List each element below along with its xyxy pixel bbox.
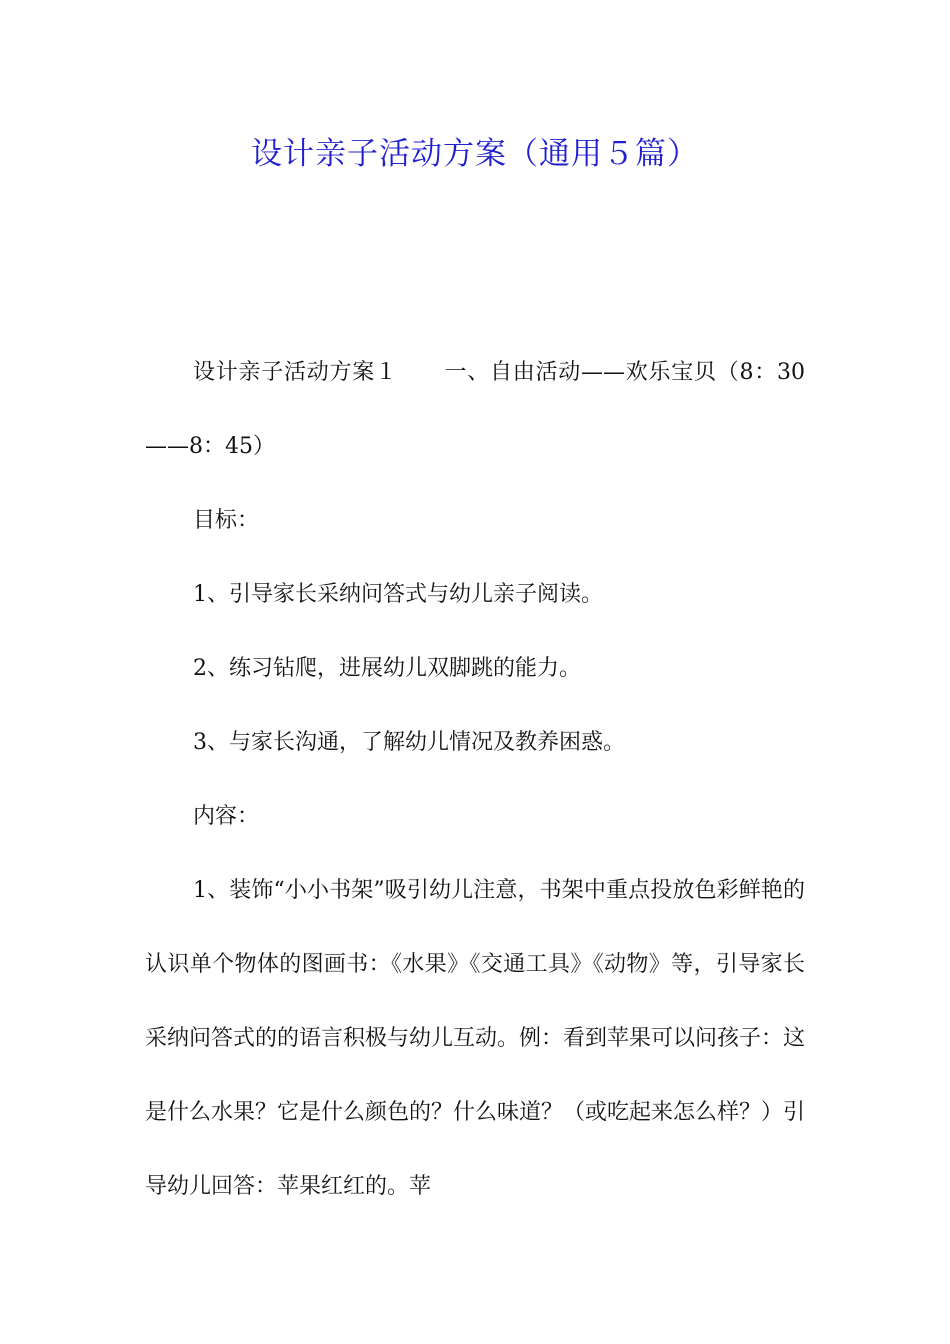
paragraph-text: 一、自由活动——欢乐宝贝（8：30——8：45） [145,360,805,459]
paragraph-goal-3: 3、与家长沟通，了解幼儿情况及教养困惑。 [193,730,625,755]
document-title: 设计亲子活动方案（通用５篇） [251,136,699,172]
paragraph-content-1: 1、装饰“小小书架”吸引幼儿注意，书架中重点投放色彩鲜艳的认识单个物体的图画书：《水果》《交通工具》《动物》等，引导家长采纳问答式的的语言积极与幼儿互动。例：看到苹果可以问孩子：这是什么水果？它是什么颜色的？什么味道？（或吃起来怎么样？）引导幼儿回答：苹果红红的。苹 [145,878,806,1199]
paragraph-goals-label: 目标： [193,508,260,533]
document-body [145,336,805,1224]
paragraph-section-heading [145,336,805,484]
paragraph-content-label: 内容： [193,804,260,829]
paragraph-goal-1: 1、引导家长采纳问答式与幼儿亲子阅读。 [193,582,603,607]
paragraph-goal-2: 2、练习钻爬，进展幼儿双脚跳的能力。 [193,656,581,681]
plan-label: 设计亲子活动方案１ [193,360,398,385]
